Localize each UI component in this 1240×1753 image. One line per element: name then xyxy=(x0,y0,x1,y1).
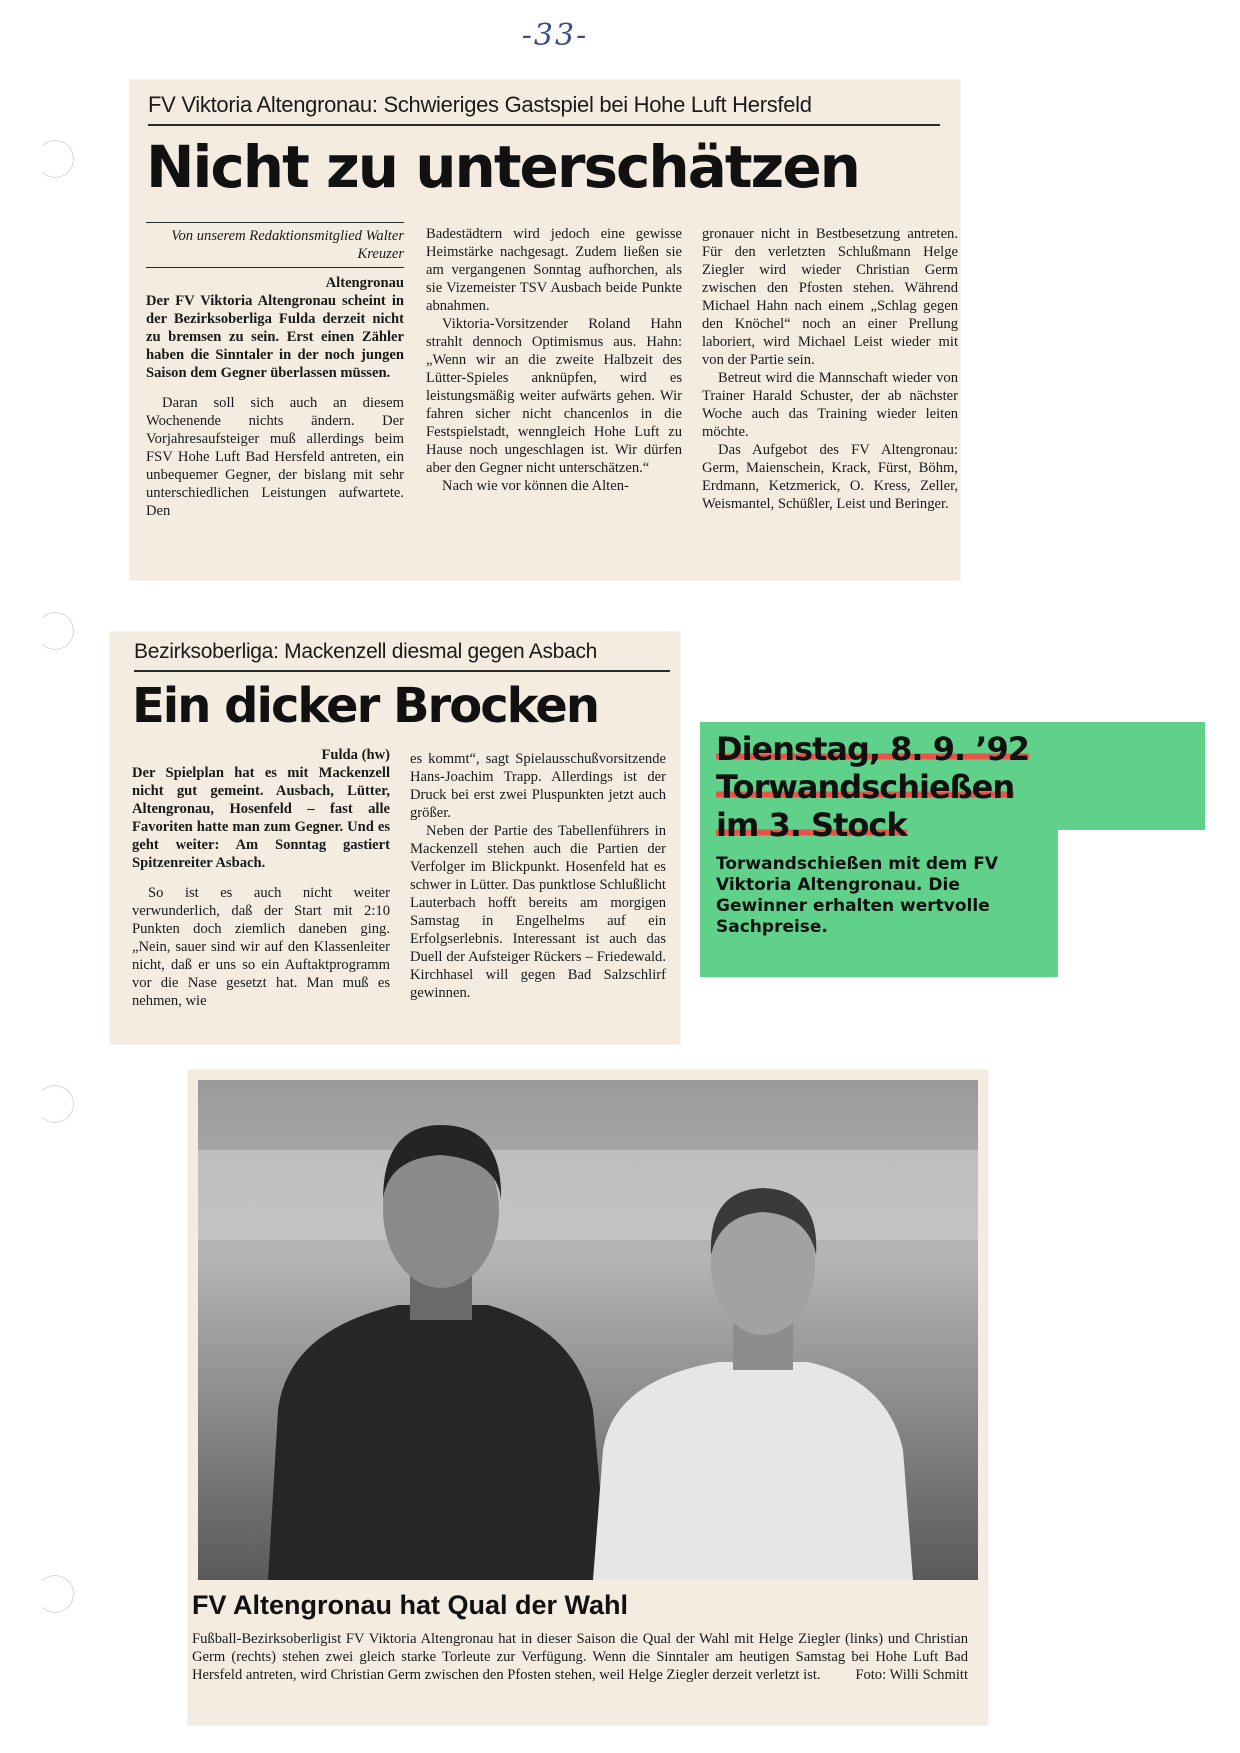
photo-credit: Foto: Willi Schmitt xyxy=(855,1667,968,1683)
article-column-2 xyxy=(410,750,666,1002)
punch-hole-top xyxy=(36,140,74,178)
photo-clipping xyxy=(188,1070,988,1725)
photo-caption-text: Fußball-Bezirksoberligist FV Viktoria Altengronau hat in dieser Saison die Qual der Wahl mit Helge Ziegler (links) und Christian Germ (rechts) stehen zwei gleich starke Torleute zur Verfügung. Wenn die Sinntaler am heutigen Samstag bei Hohe Luft Bad Hersfeld antreten, wird Christian Germ zwischen den Pfosten stehen, weil Helge Ziegler derzeit verletzt ist. xyxy=(192,1631,968,1683)
kicker-rule xyxy=(134,670,670,672)
byline-rule-bottom xyxy=(146,267,404,268)
article-paragraph: Daran soll sich auch an diesem Wochenende nichts ändern. Der Vorjahresaufsteiger muß allerdings beim FSV Hohe Luft Bad Hersfeld antreten, ein unbequemer Gegner, der bislang mit sehr unterschiedlichen Leistungen aufwartete. Den xyxy=(146,395,404,519)
punch-hole-bottom xyxy=(36,1575,74,1613)
event-title: Torwandschießen xyxy=(716,768,1015,806)
article-paragraph: Das Aufgebot des FV Altengronau: Germ, Maienschein, Krack, Fürst, Böhm, Erdmann, Ketzmerick, O. Kress, Zeller, Weismantel, Schüßler, Leist und Beringer. xyxy=(702,442,958,512)
article-kicker: Bezirksoberliga: Mackenzell diesmal gegen Asbach xyxy=(134,640,598,663)
article-column-3 xyxy=(702,225,958,513)
article-column-1 xyxy=(132,746,390,1010)
event-description: Torwandschießen mit dem FV Viktoria Altengronau. Die Gewinner erhalten wertvolle Sachpreise. xyxy=(716,854,998,937)
article-paragraph: So ist es auch nicht weiter verwunderlich, daß der Start mit 2:10 Punkten doch ziemlich daneben ging. „Nein, sauer sind wir auf den Klassenleiter nicht, daß er uns so ein Auftaktprogramm vor die Nase gesetzt hat. Man muß es nehmen, wie xyxy=(132,885,390,1009)
punch-hole-middle xyxy=(36,612,74,650)
article-clipping-1 xyxy=(130,80,960,580)
kicker-rule xyxy=(148,124,940,126)
dateline: Fulda (hw) xyxy=(321,747,390,763)
article-lead: Der Spielplan hat es mit Mackenzell nicht gut gemeint. Ausbach, Lütter, Altengronau, Hosenfeld – fast alle Favoriten hatte man zum Gegner. Und es geht weiter: Am Sonntag gastiert Spitzenreiter Asbach. xyxy=(132,765,390,871)
article-clipping-2 xyxy=(110,632,680,1044)
page-number: -33- xyxy=(521,18,589,53)
article-paragraph: es kommt“, sagt Spielausschußvorsitzende Hans-Joachim Trapp. Allerdings ist der Druck bei erst zwei Pluspunkten jetzt auch größer. xyxy=(410,751,666,821)
photo-headline: FV Altengronau hat Qual der Wahl xyxy=(192,1590,629,1620)
photo-image xyxy=(198,1080,978,1580)
article-paragraph: Neben der Partie des Tabellenführers in Mackenzell stehen auch die Partien der Verfolger im Blickpunkt. Hosenfeld hat es schwer in Lütter. Das punktlose Schlußlicht Lauterbach hofft bereits am morgigen Samstag in Engelhelms auf ein Erfolgserlebnis. Interessant ist auch das Duell der Aufsteiger Rückers – Friedewald. Kirchhasel will gegen Bad Salzschlirf gewinnen. xyxy=(410,823,666,1001)
article-column-2 xyxy=(426,225,682,495)
article-paragraph: Betreut wird die Mannschaft wieder von Trainer Harald Schuster, der ab nächster Woche auch das Training wieder leiten möchte. xyxy=(702,370,958,440)
article-headline: Ein dicker Brocken xyxy=(132,678,599,734)
article-paragraph: Nach wie vor können die Alten- xyxy=(442,478,629,494)
article-paragraph: Viktoria-Vorsitzender Roland Hahn strahlt dennoch Optimismus aus. Hahn: „Wenn wir an die zweite Halbzeit des Lütter-Spieles anknüpfen, wird es leistungsmäßig weiter aufwärts gehen. Wir fahren sicher nicht chancenlos in die Festspielstadt, wenngleich Hohe Luft zu Hause noch ungeschlagen ist. Wir dürfen aber den Gegner nicht unterschätzen.“ xyxy=(426,316,682,476)
dateline: Altengronau xyxy=(325,275,404,291)
event-date: Dienstag, 8. 9. ’92 xyxy=(716,730,1029,768)
article-paragraph: gronauer nicht in Bestbesetzung antreten. Für den verletzten Schlußmann Helge Ziegler wird wieder Christian Germ zwischen den Pfosten stehen. Während Michael Hahn nach einem „Schlag gegen den Knöchel“ noch an einer Prellung laboriert, wird Michael Leist wieder mit von der Partie sein. xyxy=(702,226,958,368)
article-kicker: FV Viktoria Altengronau: Schwieriges Gastspiel bei Hohe Luft Hersfeld xyxy=(148,92,812,117)
byline: Von unserem Redaktionsmitglied Walter Kreuzer xyxy=(171,228,404,262)
article-paragraph: Badestädtern wird jedoch eine gewisse Heimstärke nachgesagt. Zudem ließen sie am vergangenen Sonntag aufhorchen, als sie Vizemeister TSV Ausbach beide Punkte abnahmen. xyxy=(426,226,682,314)
article-lead: Der FV Viktoria Altengronau scheint in der Bezirksoberliga Fulda derzeit nicht zu bremsen zu sein. Erst einen Zähler haben die Sinntaler in der noch jungen Saison dem Gegner überlassen müssen. xyxy=(146,293,404,381)
photo-caption xyxy=(192,1630,968,1684)
article-headline: Nicht zu unterschätzen xyxy=(146,133,859,201)
byline-rule-top xyxy=(146,222,404,223)
article-column-1 xyxy=(146,222,404,520)
event-notice-content xyxy=(716,730,1196,938)
team-photo xyxy=(198,1080,978,1580)
event-location: im 3. Stock xyxy=(716,806,907,844)
punch-hole-lower xyxy=(36,1085,74,1123)
